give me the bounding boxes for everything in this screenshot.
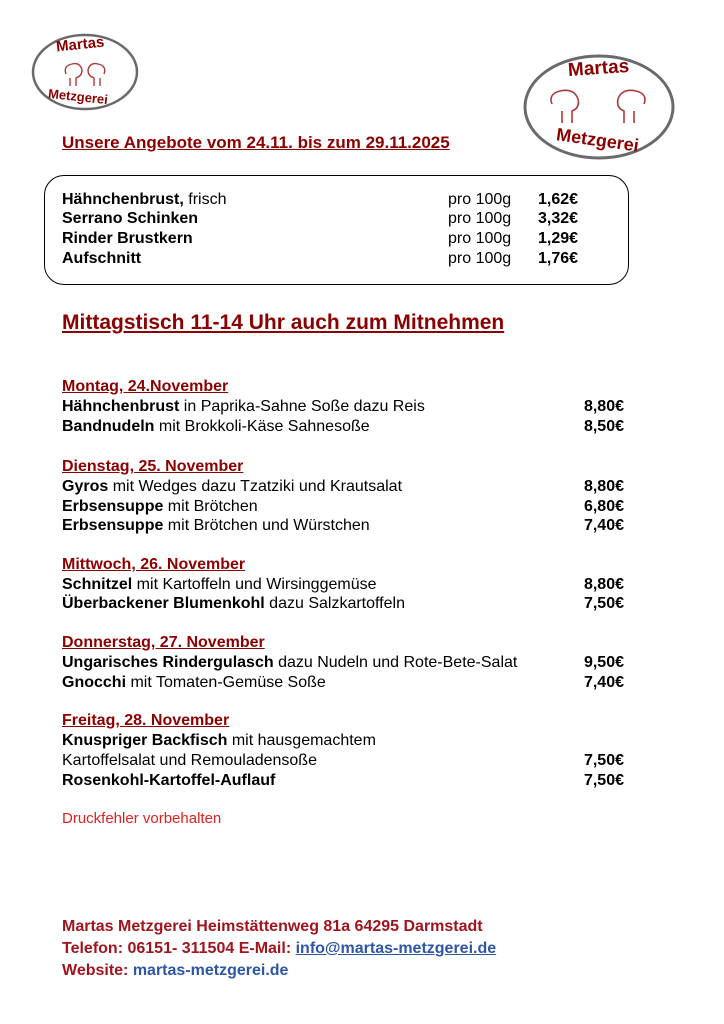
lunch-title: Mittagstisch 11-14 Uhr auch zum Mitnehmen: [62, 311, 505, 334]
dish-row: [62, 575, 377, 594]
offer-unit: pro 100g: [448, 210, 512, 227]
offer-row: [62, 229, 602, 249]
dish-row: [62, 516, 370, 535]
logo-large-line2: Metzgerei: [555, 124, 641, 156]
footer-contact: [62, 939, 496, 959]
dish-desc: mit Wedges dazu Tzatziki und Krautsalat: [108, 478, 403, 495]
dish-price: 7,50€: [583, 595, 624, 612]
dish-desc: mit Kartoffeln und Wirsinggemüse: [132, 576, 377, 593]
dish-name: Erbsensuppe: [62, 517, 164, 534]
offer-row: [62, 209, 602, 229]
offer-price: 1,29€: [538, 230, 579, 247]
dish-price: 7,50€: [583, 772, 624, 789]
footer-phone: Telefon: 06151- 311504 E-Mail:: [62, 940, 296, 957]
offer-name: Rinder Brustkern: [62, 230, 193, 247]
dish-price: 8,50€: [583, 418, 624, 435]
logo-small-line2: Metzgerei: [47, 85, 109, 108]
dish-row: [62, 673, 326, 692]
dish-name: Rosenkohl-Kartoffel-Auflauf: [62, 772, 276, 789]
dish-row: [62, 653, 517, 672]
dish-price: 9,50€: [583, 654, 624, 671]
dish-desc: in Paprika-Sahne Soße dazu Reis: [179, 398, 425, 415]
dish-name: Bandnudeln: [62, 418, 155, 435]
dish-row: [62, 731, 376, 750]
day-heading: Donnerstag, 27. November: [62, 634, 265, 651]
offer-unit: pro 100g: [448, 250, 512, 267]
dish-price: 6,80€: [583, 498, 624, 515]
offers-title: Unsere Angebote vom 24.11. bis zum 29.11.2025: [62, 133, 450, 152]
dish-price: 7,40€: [583, 517, 624, 534]
dish-desc: mit Tomaten-Gemüse Soße: [126, 674, 326, 691]
dish-desc: dazu Salzkartoffeln: [264, 595, 405, 612]
logo-large-line1: Martas: [567, 55, 630, 82]
day-heading: Freitag, 28. November: [62, 712, 230, 729]
dish-price: 7,50€: [583, 752, 624, 769]
dish-price: 8,80€: [583, 478, 624, 495]
day-heading: Mittwoch, 26. November: [62, 556, 246, 573]
dish-name: Gyros: [62, 478, 109, 495]
offer-price: 1,76€: [538, 250, 579, 267]
dish-name: Ungarisches Rindergulasch: [62, 654, 274, 671]
footer-website: [62, 961, 288, 981]
dish-row: [62, 397, 425, 416]
dish-row: [62, 771, 275, 790]
footer-address: Martas Metzgerei Heimstättenweg 81a 64295 Darmstadt: [62, 918, 483, 935]
dish-row: [62, 417, 370, 436]
email-link[interactable]: info@martas-metzgerei.de: [295, 940, 497, 957]
dish-name: Erbsensuppe: [62, 498, 164, 515]
dish-row: [62, 594, 405, 613]
offer-price: 3,32€: [538, 210, 579, 227]
disclaimer: Druckfehler vorbehalten: [62, 810, 222, 827]
offer-row: [62, 249, 602, 269]
dish-price: 8,80€: [583, 576, 624, 593]
dish-desc: mit Brokkoli-Käse Sahnesoße: [154, 418, 370, 435]
offer-name: Serrano Schinken: [62, 210, 199, 227]
dish-row: [62, 497, 258, 516]
dish-price: 7,40€: [583, 674, 624, 691]
dish-name: Schnitzel: [62, 576, 133, 593]
dish-desc: mit Brötchen: [163, 498, 258, 515]
dish-name: Gnocchi: [62, 674, 127, 691]
offer-name: Hähnchenbrust,: [62, 191, 184, 208]
logo-large: [522, 52, 677, 162]
offer-unit: pro 100g: [448, 230, 512, 247]
footer-website-label: Website:: [62, 962, 133, 979]
dish-row-continued: Kartoffelsalat und Remouladensoße: [62, 752, 317, 769]
dish-desc: dazu Nudeln und Rote-Bete-Salat: [273, 654, 518, 671]
dish-desc: mit Brötchen und Würstchen: [163, 517, 370, 534]
offer-note: frisch: [183, 191, 227, 208]
day-heading: Dienstag, 25. November: [62, 458, 244, 475]
dish-name: Überbackener Blumenkohl: [62, 595, 265, 612]
offer-row: [62, 190, 602, 210]
logo-small: [30, 32, 140, 112]
dish-name: Hähnchenbrust: [62, 398, 180, 415]
offer-name: Aufschnitt: [62, 250, 142, 267]
dish-name: Knuspriger Backfisch: [62, 732, 228, 749]
dish-row: [62, 477, 402, 496]
offer-unit: pro 100g: [448, 191, 512, 208]
dish-desc: mit hausgemachtem: [227, 732, 376, 749]
offer-price: 1,62€: [538, 191, 579, 208]
day-heading: Montag, 24.November: [62, 378, 229, 395]
website-link[interactable]: martas-metzgerei.de: [132, 962, 289, 979]
logo-small-line1: Martas: [55, 33, 106, 56]
dish-price: 8,80€: [583, 398, 624, 415]
